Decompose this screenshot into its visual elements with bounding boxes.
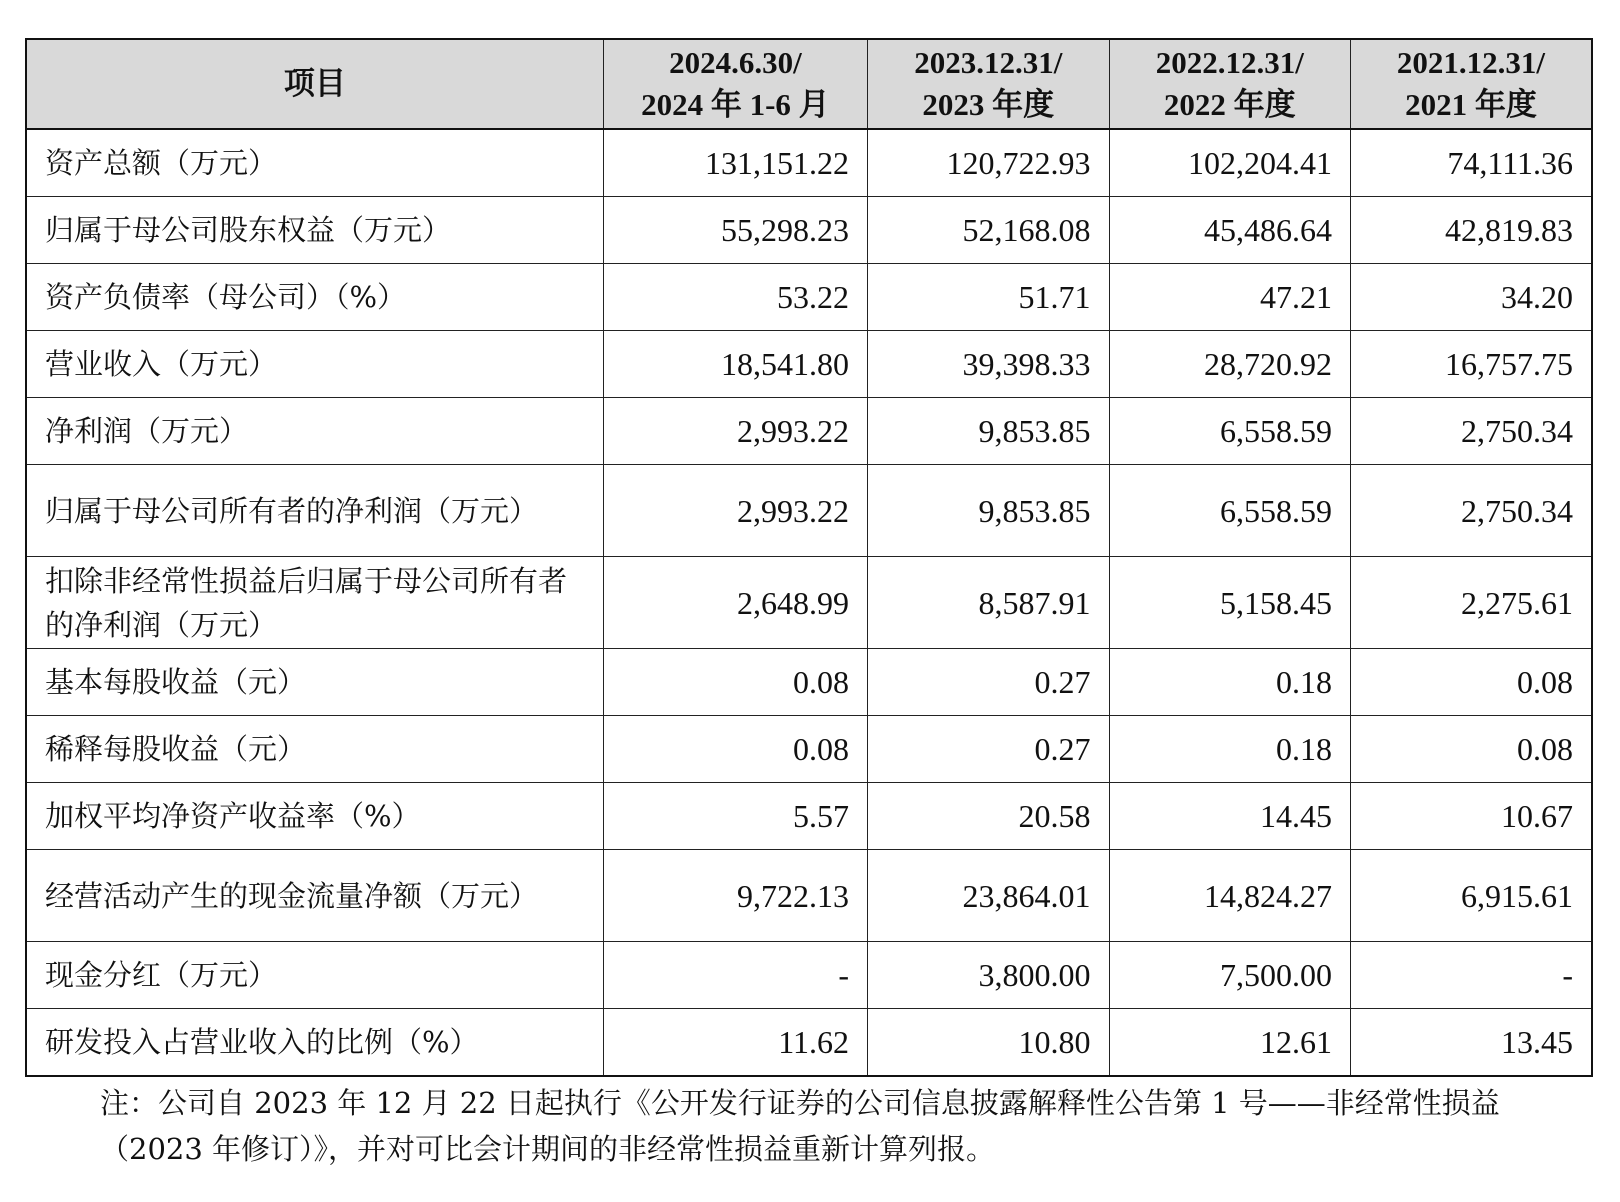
row-label: 营业收入（万元） xyxy=(26,331,603,398)
header-period-line1: 2021.12.31/ xyxy=(1396,45,1546,80)
row-label: 稀释每股收益（元） xyxy=(26,716,603,783)
row-value: 6,915.61 xyxy=(1350,850,1592,942)
row-value: 51.71 xyxy=(868,264,1109,331)
table-row xyxy=(26,197,1592,264)
row-value: 2,750.34 xyxy=(1350,465,1592,557)
row-value: 13.45 xyxy=(1350,1009,1592,1077)
row-value: 10.80 xyxy=(868,1009,1109,1077)
table-row xyxy=(26,465,1592,557)
row-value: 9,853.85 xyxy=(868,465,1109,557)
row-value: 74,111.36 xyxy=(1350,129,1592,197)
row-value: 120,722.93 xyxy=(868,129,1109,197)
row-value: 0.18 xyxy=(1109,649,1350,716)
row-value: 2,750.34 xyxy=(1350,398,1592,465)
row-label: 资产负债率（母公司）（%） xyxy=(26,264,603,331)
row-label: 现金分红（万元） xyxy=(26,942,603,1009)
row-value: 28,720.92 xyxy=(1109,331,1350,398)
row-value: 18,541.80 xyxy=(603,331,867,398)
row-value: 0.08 xyxy=(603,649,867,716)
row-value: 34.20 xyxy=(1350,264,1592,331)
row-value: - xyxy=(1350,942,1592,1009)
row-value: 5,158.45 xyxy=(1109,557,1350,649)
header-period-line2: 2023 年度 xyxy=(922,87,1055,122)
row-label: 扣除非经常性损益后归属于母公司所有者的净利润（万元） xyxy=(26,557,603,649)
table-footnote: 注：公司自 2023 年 12 月 22 日起执行《公开发行证券的公司信息披露解释性公告第 1 号——非经常性损益（2023 年修订）》，并对可比会计期间的非经常性损益重新计算列报。 xyxy=(100,1086,1500,1166)
row-value: 45,486.64 xyxy=(1109,197,1350,264)
row-value: 39,398.33 xyxy=(868,331,1109,398)
table-row xyxy=(26,783,1592,850)
row-value: 14,824.27 xyxy=(1109,850,1350,942)
row-value: 2,993.22 xyxy=(603,465,867,557)
financial-summary-table xyxy=(25,38,1593,1077)
row-label: 净利润（万元） xyxy=(26,398,603,465)
table-row xyxy=(26,557,1592,649)
row-value: 6,558.59 xyxy=(1109,465,1350,557)
row-value: 0.18 xyxy=(1109,716,1350,783)
row-label: 资产总额（万元） xyxy=(26,129,603,197)
row-value: 16,757.75 xyxy=(1350,331,1592,398)
header-period-line2: 2022 年度 xyxy=(1163,87,1296,122)
table-row xyxy=(26,1009,1592,1077)
row-label: 研发投入占营业收入的比例（%） xyxy=(26,1009,603,1077)
row-value: 20.58 xyxy=(868,783,1109,850)
table-row xyxy=(26,398,1592,465)
table-row xyxy=(26,716,1592,783)
row-value: 12.61 xyxy=(1109,1009,1350,1077)
row-value: 102,204.41 xyxy=(1109,129,1350,197)
row-value: 52,168.08 xyxy=(868,197,1109,264)
table-row xyxy=(26,942,1592,1009)
row-value: 8,587.91 xyxy=(868,557,1109,649)
row-value: 131,151.22 xyxy=(603,129,867,197)
row-value: 42,819.83 xyxy=(1350,197,1592,264)
row-value: 9,853.85 xyxy=(868,398,1109,465)
row-label: 经营活动产生的现金流量净额（万元） xyxy=(26,850,603,942)
header-item: 项目 xyxy=(26,39,603,129)
row-value: 2,275.61 xyxy=(1350,557,1592,649)
row-value: 2,648.99 xyxy=(603,557,867,649)
table-header-row xyxy=(26,39,1592,129)
table-row xyxy=(26,331,1592,398)
header-period-line1: 2024.6.30/ xyxy=(669,45,802,80)
row-value: 0.08 xyxy=(603,716,867,783)
row-value: 14.45 xyxy=(1109,783,1350,850)
table-row xyxy=(26,649,1592,716)
row-value: 7,500.00 xyxy=(1109,942,1350,1009)
row-value: 2,993.22 xyxy=(603,398,867,465)
row-value: 0.08 xyxy=(1350,716,1592,783)
row-value: 47.21 xyxy=(1109,264,1350,331)
row-value: 23,864.01 xyxy=(868,850,1109,942)
table-row xyxy=(26,850,1592,942)
financial-table-container xyxy=(25,38,1593,1077)
row-value: 5.57 xyxy=(603,783,867,850)
table-row xyxy=(26,129,1592,197)
row-label: 加权平均净资产收益率（%） xyxy=(26,783,603,850)
row-value: 6,558.59 xyxy=(1109,398,1350,465)
header-period-line1: 2022.12.31/ xyxy=(1155,45,1304,80)
row-value: - xyxy=(603,942,867,1009)
row-value: 10.67 xyxy=(1350,783,1592,850)
row-value: 0.27 xyxy=(868,716,1109,783)
row-value: 55,298.23 xyxy=(603,197,867,264)
row-label: 归属于母公司股东权益（万元） xyxy=(26,197,603,264)
row-value: 0.27 xyxy=(868,649,1109,716)
row-value: 0.08 xyxy=(1350,649,1592,716)
header-period-line2: 2024 年 1-6 月 xyxy=(641,87,830,122)
header-period xyxy=(1350,39,1592,129)
row-value: 3,800.00 xyxy=(868,942,1109,1009)
header-period xyxy=(1109,39,1350,129)
row-value: 11.62 xyxy=(603,1009,867,1077)
header-period xyxy=(868,39,1109,129)
table-row xyxy=(26,264,1592,331)
row-value: 53.22 xyxy=(603,264,867,331)
row-value: 9,722.13 xyxy=(603,850,867,942)
header-period-line1: 2023.12.31/ xyxy=(914,45,1063,80)
row-label: 基本每股收益（元） xyxy=(26,649,603,716)
header-period-line2: 2021 年度 xyxy=(1405,87,1537,122)
header-period xyxy=(603,39,867,129)
row-label: 归属于母公司所有者的净利润（万元） xyxy=(26,465,603,557)
